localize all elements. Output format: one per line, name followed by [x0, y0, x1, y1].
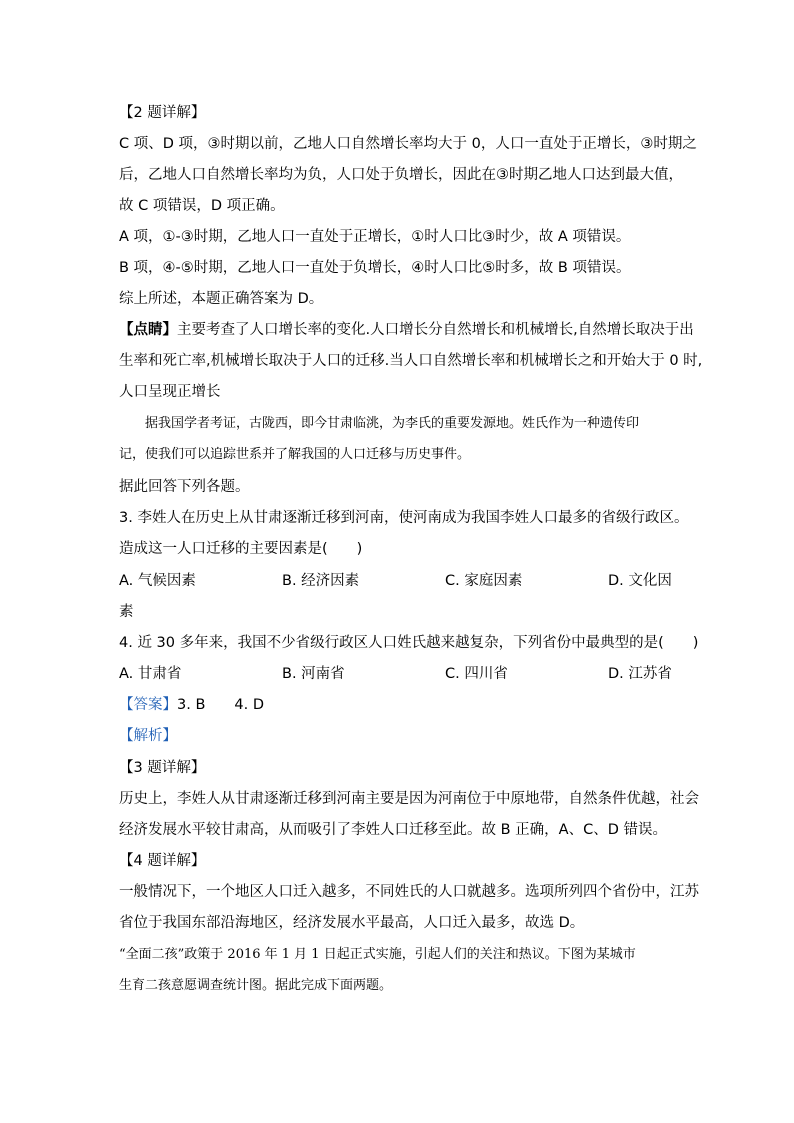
section-4-line-2: 省位于我国东部沿海地区，经济发展水平最高，人口迁入最多，故选 D。	[119, 915, 585, 931]
question-3-stem-2: 造成这一人口迁移的主要因素是( )	[119, 541, 363, 557]
section-3-line-1: 历史上，李姓人从甘肃逐渐迁移到河南主要是因为河南位于中原地带，自然条件优越，社会	[119, 791, 699, 807]
section-2-line-1: C 项、D 项，③时期以前，乙地人口自然增长率均大于 0，人口一直处于正增长，③时期之	[119, 136, 697, 152]
section-2-line-5: B 项，④-⑤时期，乙地人口一直处于负增长，④时人口比⑤时多，故 B 项错误。	[119, 260, 631, 276]
analysis-label: 【解析】	[119, 728, 177, 744]
answer-text: 3. B 4. D	[177, 697, 264, 713]
answer-label: 【答案】	[119, 697, 177, 713]
question-3-stem-1: 3. 李姓人在历史上从甘肃逐渐迁移到河南，使河南成为我国李姓人口最多的省级行政区。	[119, 510, 689, 526]
question-3-option-b: B. 经济因素	[282, 573, 360, 589]
question-4-option-a: A. 甘肃省	[119, 666, 182, 682]
section-3-line-2: 经济发展水平较甘肃高，从而吸引了李姓人口迁移至此。故 B 正确，A、C、D 错误。	[119, 822, 667, 838]
section-2-line-3: 故 C 项错误，D 项正确。	[119, 198, 285, 214]
section-2-heading: 【2 题详解】	[119, 105, 206, 121]
section-4-heading: 【4 题详解】	[119, 853, 206, 869]
question-3-option-d: D. 文化因	[608, 573, 672, 589]
passage-line-2: 记，使我们可以追踪世系并了解我国的人口迁移与历史事件。	[119, 447, 471, 462]
dianjing-line-3: 人口呈现正增长	[119, 384, 221, 400]
question-3-option-c: C. 家庭因素	[445, 573, 523, 589]
question-4-option-b: B. 河南省	[282, 666, 345, 682]
passage-line-3: 据此回答下列各题。	[119, 479, 250, 495]
answer-line	[119, 695, 264, 715]
dianjing-line-1	[119, 320, 694, 340]
question-4-option-c: C. 四川省	[445, 666, 508, 682]
dianjing-label: 【点睛】	[119, 322, 177, 338]
next-passage-line-2: 生育二孩意愿调查统计图。据此完成下面两题。	[119, 978, 393, 993]
section-2-line-2: 后，乙地人口自然增长率均为负，人口处于负增长，因此在③时期乙地人口达到最大值，	[119, 167, 683, 183]
question-3-option-d-continued: 素	[119, 604, 134, 620]
section-2-line-6: 综上所述，本题正确答案为 D。	[119, 291, 324, 307]
question-4-stem: 4. 近 30 多年来，我国不少省级行政区人口姓氏越来越复杂，下列省份中最典型的是( )	[119, 635, 699, 651]
question-3-option-a: A. 气候因素	[119, 573, 196, 589]
dianjing-text-1: 主要考查了人口增长率的变化.人口增长分自然增长和机械增长,自然增长取决于出	[177, 322, 694, 338]
section-3-heading: 【3 题详解】	[119, 760, 206, 776]
dianjing-line-2: 生率和死亡率,机械增长取决于人口的迁移.当人口自然增长率和机械增长之和开始大于 0 时,	[119, 353, 703, 369]
section-2-line-4: A 项，①-③时期，乙地人口一直处于正增长，①时人口比③时少，故 A 项错误。	[119, 229, 631, 245]
passage-line-1: 据我国学者考证，古陇西，即今甘肃临洮，为李氏的重要发源地。姓氏作为一种遗传印	[145, 416, 640, 431]
section-4-line-1: 一般情况下，一个地区人口迁入越多，不同姓氏的人口就越多。选项所列四个省份中，江苏	[119, 884, 699, 900]
question-4-option-d: D. 江苏省	[608, 666, 672, 682]
next-passage-line-1: “全面二孩”政策于 2016 年 1 月 1 日起正式实施，引起人们的关注和热议。下图为某城市	[119, 947, 636, 962]
